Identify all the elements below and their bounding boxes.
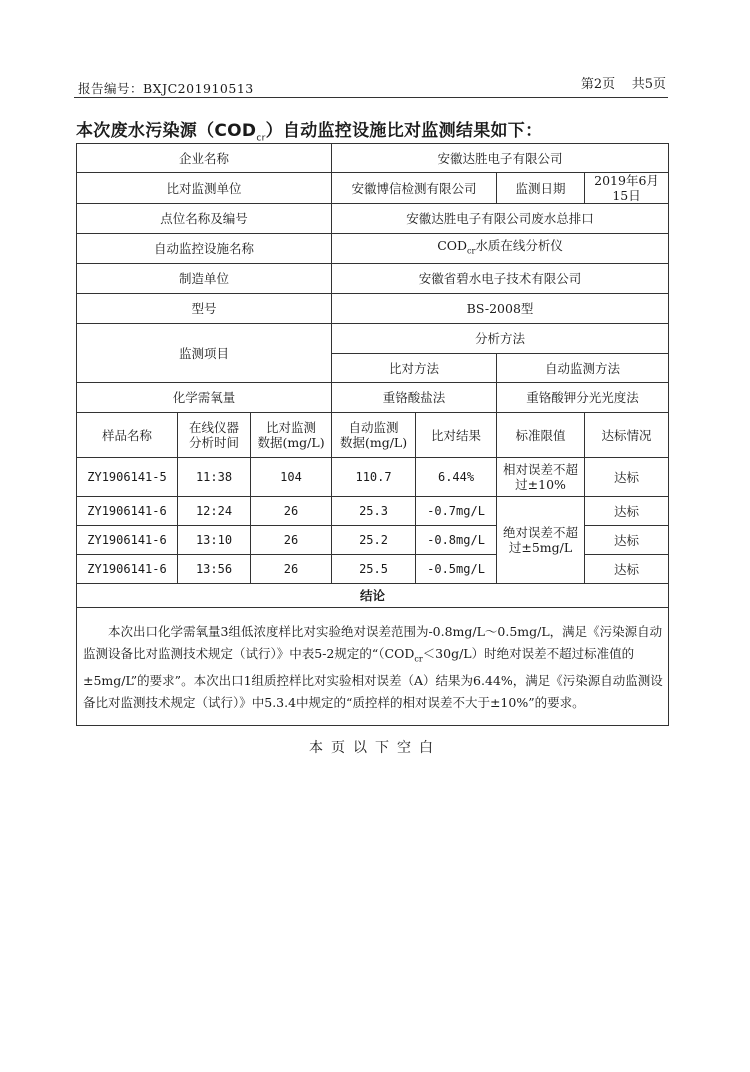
compare-cell: 26 <box>251 497 332 526</box>
auto-cell: 25.2 <box>332 526 416 555</box>
header-status: 达标情况 <box>585 413 669 458</box>
status-cell: 达标 <box>585 555 669 584</box>
time-cell: 12:24 <box>178 497 251 526</box>
model-value: BS-2008型 <box>332 294 669 324</box>
report-number: 报告编号：BXJC201910513 <box>78 81 254 96</box>
sample-cell: ZY1906141-6 <box>77 555 178 584</box>
time-cell: 13:10 <box>178 526 251 555</box>
maker-value: 安徽省碧水电子技术有限公司 <box>332 264 669 294</box>
page-current: 第2页 <box>580 77 616 92</box>
table-row <box>77 497 669 526</box>
page-indicator <box>581 73 666 92</box>
header-auto: 自动监测 数据(mg/L) <box>332 413 416 458</box>
limit-absolute-cell: 绝对误差不超过±5mg/L <box>497 497 585 584</box>
sample-cell: ZY1906141-6 <box>77 526 178 555</box>
compare-cell: 26 <box>251 526 332 555</box>
auto-cell: 110.7 <box>332 458 416 497</box>
result-cell: -0.5mg/L <box>416 555 497 584</box>
model-label: 型号 <box>77 294 332 324</box>
page-total: 共5页 <box>631 77 666 92</box>
compare-cell: 104 <box>251 458 332 497</box>
auto-method-value: 重铬酸钾分光光度法 <box>497 383 669 413</box>
table-row <box>77 458 669 497</box>
header-time: 在线仪器 分析时间 <box>178 413 251 458</box>
compare-method-value: 重铬酸盐法 <box>332 383 497 413</box>
point-label: 点位名称及编号 <box>77 204 332 234</box>
auto-cell: 25.3 <box>332 497 416 526</box>
status-cell: 达标 <box>585 497 669 526</box>
date-value: 2019年6月15日 <box>585 173 669 204</box>
company-label: 企业名称 <box>77 144 332 173</box>
result-cell: 6.44% <box>416 458 497 497</box>
compare-method-label: 比对方法 <box>332 354 497 383</box>
status-cell: 达标 <box>585 526 669 555</box>
auto-method-label: 自动监测方法 <box>497 354 669 383</box>
result-cell: -0.7mg/L <box>416 497 497 526</box>
method-label: 分析方法 <box>332 324 669 354</box>
status-cell: 达标 <box>585 458 669 497</box>
cod-label: 化学需氧量 <box>77 383 332 413</box>
sample-cell: ZY1906141-5 <box>77 458 178 497</box>
limit-relative-cell: 相对误差不超过±10% <box>497 458 585 497</box>
header-result: 比对结果 <box>416 413 497 458</box>
header-compare: 比对监测 数据(mg/L) <box>251 413 332 458</box>
item-label: 监测项目 <box>77 324 332 383</box>
sample-cell: ZY1906141-6 <box>77 497 178 526</box>
auto-cell: 25.5 <box>332 555 416 584</box>
time-cell: 13:56 <box>178 555 251 584</box>
header-divider <box>74 97 668 98</box>
compare-cell: 26 <box>251 555 332 584</box>
facility-value: $COD_{cr}$水质在线分析仪 <box>332 234 669 264</box>
result-cell: -0.8mg/L <box>416 526 497 555</box>
facility-label: 自动监控设施名称 <box>77 234 332 264</box>
unit-label: 比对监测单位 <box>77 173 332 204</box>
blank-below-note: 本页以下空白 <box>309 740 441 756</box>
point-value: 安徽达胜电子有限公司废水总排口 <box>332 204 669 234</box>
header-sample: 样品名称 <box>77 413 178 458</box>
company-value: 安徽达胜电子有限公司 <box>332 144 669 173</box>
date-label: 监测日期 <box>497 173 585 204</box>
maker-label: 制造单位 <box>77 264 332 294</box>
header-limit: 标准限值 <box>497 413 585 458</box>
time-cell: 11:38 <box>178 458 251 497</box>
page-title: 本次废水污染源$(COD_{cr})$自动监控设施比对监测结果如下： <box>76 121 543 144</box>
comparison-table <box>76 143 669 726</box>
conclusion-body: 本次出口化学需氧量3组低浓度样比对实验绝对误差范围为-0.8mg/L～0.5mg/L，满足《污染源自动监测设备比对监测技术规定（试行）》中表5-2规定的“$(COD_{cr}<30g/L)$时绝对误差不超过标准值的±5mg/L”的要求”。本次出口1组质控样比对实验相对误差（A）结果为6.44%，满足《污染源自动监测设备比对监测技术规定（试行）》中5.3.4中规定的“质控样的相对误差不大于±10%”的要求。 <box>77 608 669 726</box>
unit-value: 安徽博信检测有限公司 <box>332 173 497 204</box>
conclusion-title: 结论 <box>77 584 669 608</box>
